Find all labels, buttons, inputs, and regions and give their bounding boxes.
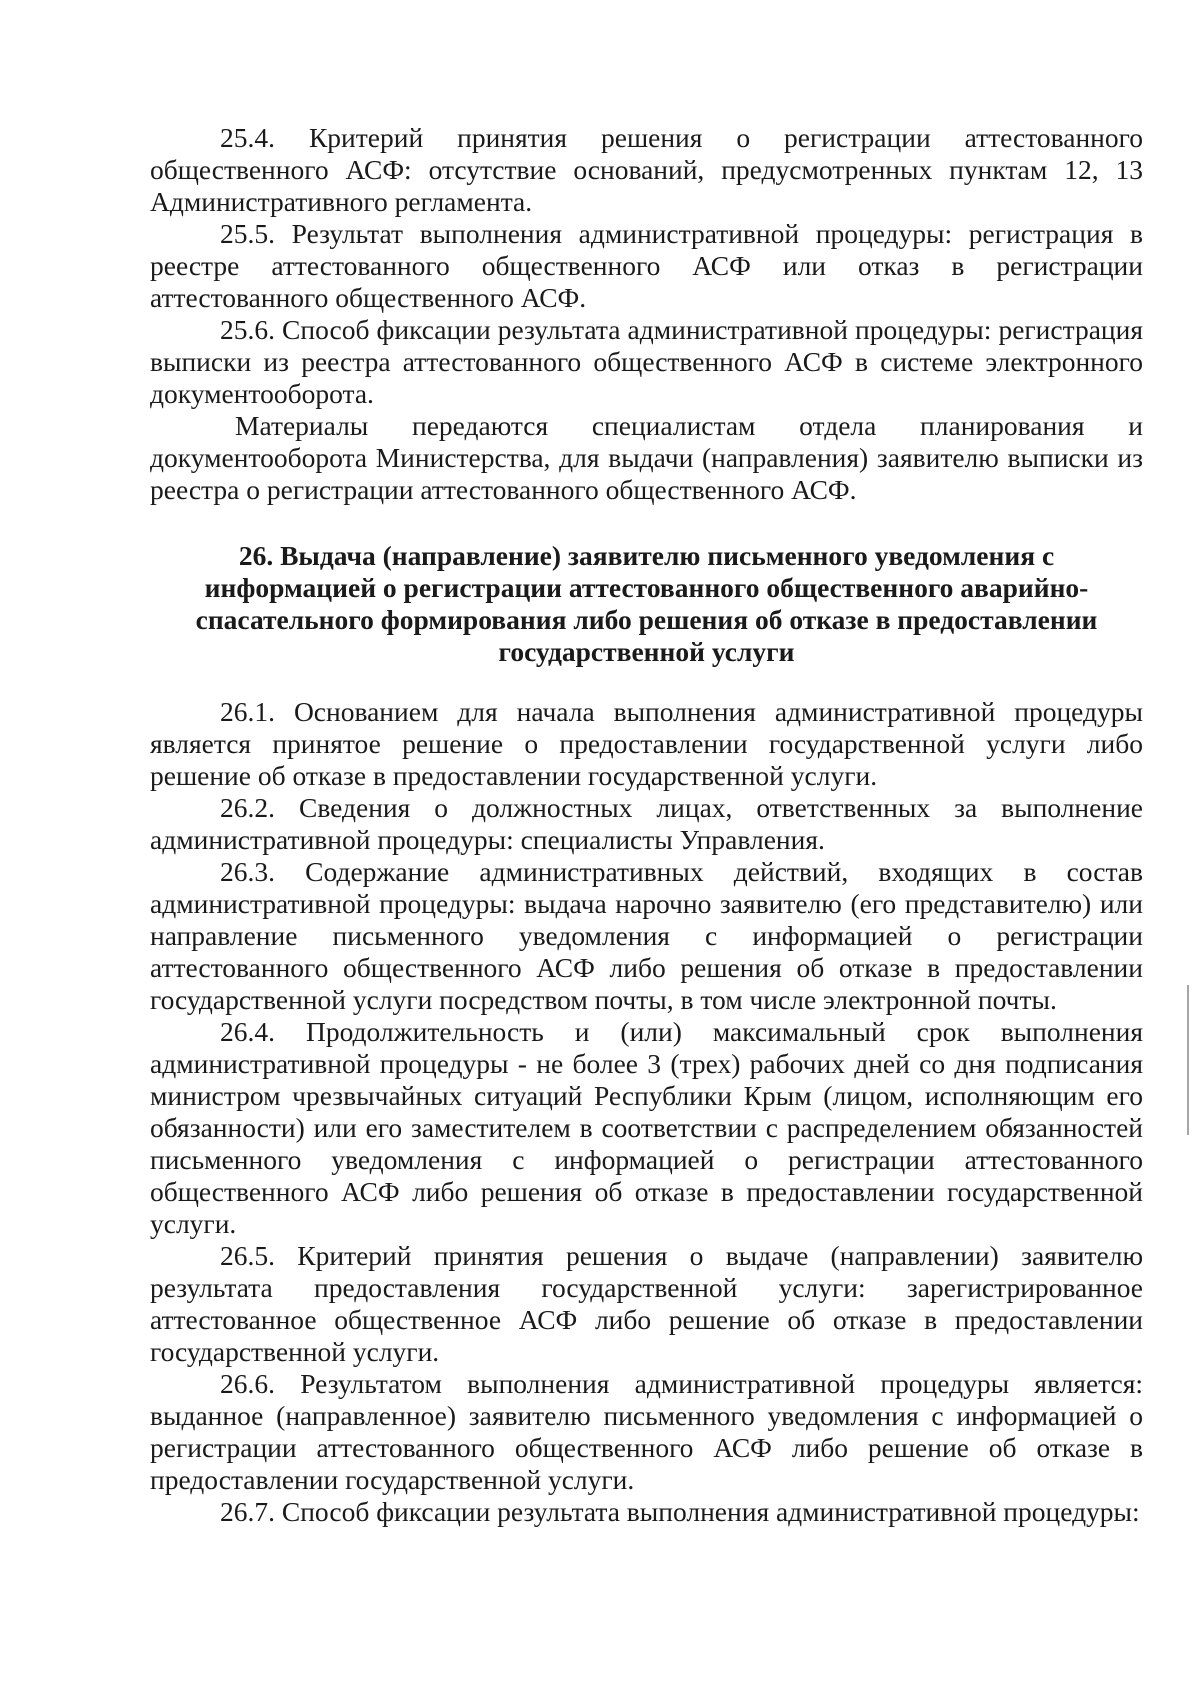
paragraph-25-5: 25.5. Результат выполнения административной процедуры: регистрация в реестре аттестованного общественного АСФ или отказ в регистрации аттестованного общественного АСФ. <box>150 218 1143 313</box>
paragraph-25-6: 25.6. Способ фиксации результата административной процедуры: регистрация выписки из реестра аттестованного общественного АСФ в системе электронного документооборота. <box>150 314 1143 409</box>
paragraph-26-5: 26.5. Критерий принятия решения о выдаче (направлении) заявителю результата предоставления государственной услуги: зарегистрированное аттестованное общественное АСФ либо решение об отказе в предоставлении государственной услуги. <box>150 1240 1143 1367</box>
paragraph-26-2: 26.2. Сведения о должностных лицах, ответственных за выполнение административной процедуры: специалисты Управления. <box>150 792 1143 855</box>
paragraph-materials: Материалы передаются специалистам отдела планирования и документооборота Министерства, для выдачи (направления) заявителю выписки из реестра о регистрации аттестованного общественного АСФ. <box>150 410 1143 505</box>
spacer <box>150 506 1143 516</box>
paragraph-26-1: 26.1. Основанием для начала выполнения административной процедуры является принятое решение о предоставлении государственной услуги либо решение об отказе в предоставлении государственной услуги. <box>150 696 1143 791</box>
paragraph-26-6: 26.6. Результатом выполнения административной процедуры является: выданное (направленное) заявителю письменного уведомления с информацией о регистрации аттестованного общественного АСФ либо решение об отказе в предоставлении государственной услуги. <box>150 1368 1143 1495</box>
paragraph-26-4: 26.4. Продолжительность и (или) максимальный срок выполнения административной процедуры - не более 3 (трех) рабочих дней со дня подписания министром чрезвычайных ситуаций Республики Крым (лицом, исполняющим его обязанности) или его заместителем в соответствии с распределением обязанностей письменного уведомления с информацией о регистрации аттестованного общественного АСФ либо решения об отказе в предоставлении государственной услуги. <box>150 1016 1143 1239</box>
document-body <box>150 122 1143 1528</box>
paragraph-26-3: 26.3. Содержание административных действий, входящих в состав административной процедуры: выдача нарочно заявителю (его представителю) или направление письменного уведомления с информацией о регистрации аттестованного общественного АСФ либо решения об отказе в предоставлении государственной услуги посредством почты, в том числе электронной почты. <box>150 856 1143 1015</box>
paragraph-26-7: 26.7. Способ фиксации результата выполнения административной процедуры: <box>220 1496 1140 1527</box>
section-heading-26: 26. Выдача (направление) заявителю письменного уведомления с информацией о регистрации аттестованного общественного аварийно-спасательного формирования либо решения об отказе в предоставлении государственной услуги <box>195 540 1098 667</box>
paragraph-25-4: 25.4. Критерий принятия решения о регистрации аттестованного общественного АСФ: отсутствие оснований, предусмотренных пунктам 12, 13 Административного регламента. <box>150 122 1143 217</box>
scan-edge-mark <box>1187 985 1189 1135</box>
